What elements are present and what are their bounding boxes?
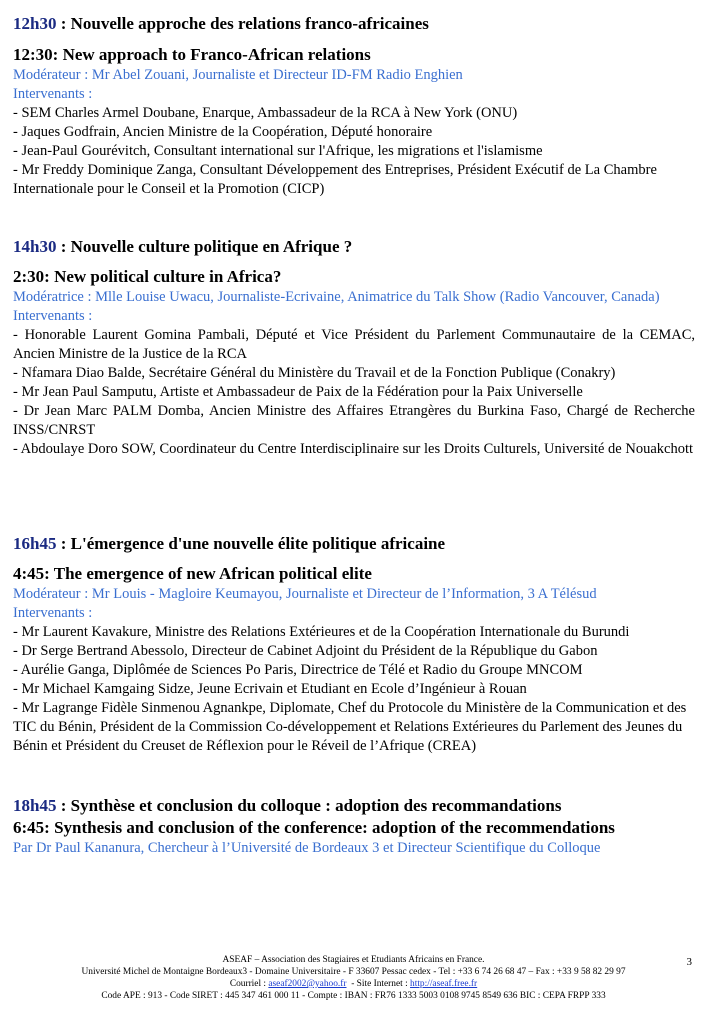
session-2	[13, 236, 695, 459]
speaker-item: - Honorable Laurent Gomina Pambali, Député et Vice Président du Parlement Communautaire de la CEMAC, Ancien Ministre de la Justice de la RCA	[13, 327, 695, 362]
session-time: 16h45	[13, 534, 57, 553]
moderator: Modératrice : Mlle Louise Uwacu, Journaliste-Ecrivaine, Animatrice du Talk Show (Radio Vancouver, Canada)	[13, 289, 660, 305]
page-number: 3	[686, 956, 692, 968]
speaker-item: - Mr Freddy Dominique Zanga, Consultant Développement des Entreprises, Président Exécutif de La Chambre Internationale pour le Conseil et la Promotion (CICP)	[13, 162, 657, 197]
session-title-fr-text: : Nouvelle culture politique en Afrique ?	[56, 237, 353, 256]
website-link[interactable]: http://aseaf.free.fr	[410, 979, 478, 989]
speaker-item: - Jean-Paul Gourévitch, Consultant international sur l'Afrique, les migrations et l'islamisme	[13, 143, 543, 159]
speakers-label: Intervenants :	[13, 308, 93, 324]
speaker-item: - Dr Serge Bertrand Abessolo, Directeur de Cabinet Adjoint du Président de la République du Gabon	[13, 643, 598, 659]
session-time: 18h45	[13, 796, 57, 815]
page-footer	[0, 954, 707, 1002]
session-time: 14h30	[13, 237, 57, 256]
speaker-item: - Abdoulaye Doro SOW, Coordinateur du Centre Interdisciplinaire sur les Droits Culturels, Université de Nouakchott	[13, 441, 694, 457]
session-title-fr	[13, 13, 695, 35]
speakers-label: Intervenants :	[13, 86, 93, 102]
session-title-fr	[13, 236, 695, 258]
website-label: - Site Internet :	[346, 979, 411, 989]
session-3	[13, 533, 695, 756]
moderator: Modérateur : Mr Abel Zouani, Journaliste et Directeur ID-FM Radio Enghien	[13, 67, 463, 83]
speaker-item: - Jaques Godfrain, Ancien Ministre de la Coopération, Député honoraire	[13, 124, 433, 140]
speaker-item: - SEM Charles Armel Doubane, Enarque, Ambassadeur de la RCA à New York (ONU)	[13, 105, 518, 121]
session-time: 12h30	[13, 14, 57, 33]
speakers-label: Intervenants :	[13, 605, 93, 621]
email-label: Courriel :	[229, 979, 269, 989]
session-title-fr-text: : Nouvelle approche des relations franco-africaines	[56, 14, 429, 33]
session-title-fr-text: : L'émergence d'une nouvelle élite politique africaine	[56, 534, 446, 553]
speaker-item: - Mr Jean Paul Samputu, Artiste et Ambassadeur de Paix de la Fédération pour la Paix Universelle	[13, 384, 583, 400]
email-link[interactable]: aseaf2002@yahoo.fr	[268, 979, 347, 989]
footer-codes: Code APE : 913 - Code SIRET : 445 347 461 000 11 - Compte : IBAN : FR76 1333 5003 0108 9745 8549 636 BIC : CEPA FRPP 333	[101, 991, 606, 1001]
session-title-en: 12:30: New approach to Franco-African relations	[13, 45, 371, 64]
session-4	[13, 795, 695, 858]
speaker-item: - Mr Michael Kamgaing Sidze, Jeune Ecrivain et Etudiant en Ecole d’Ingénieur à Rouan	[13, 681, 527, 697]
speaker-item: - Mr Laurent Kavakure, Ministre des Relations Extérieures et de la Coopération Internationale du Burundi	[13, 624, 630, 640]
session-title-en: 4:45: The emergence of new African political elite	[13, 564, 372, 583]
session-1	[13, 13, 695, 199]
session-title-en: 2:30: New political culture in Africa?	[13, 267, 282, 286]
footer-association: ASEAF – Association des Stagiaires et Etudiants Africains en France.	[222, 955, 485, 965]
session-title-fr	[13, 795, 695, 817]
session-title-en: 6:45: Synthesis and conclusion of the conference: adoption of the recommendations	[13, 818, 615, 837]
session-title-fr	[13, 533, 695, 555]
moderator: Par Dr Paul Kananura, Chercheur à l’Université de Bordeaux 3 et Directeur Scientifique du Colloque	[13, 840, 601, 856]
speaker-item: - Dr Jean Marc PALM Domba, Ancien Ministre des Affaires Etrangères du Burkina Faso, Chargé de Recherche INSS/CNRST	[13, 403, 695, 438]
speaker-item: - Aurélie Ganga, Diplômée de Sciences Po Paris, Directrice de Télé et Radio du Groupe MNCOM	[13, 662, 583, 678]
footer-contact	[0, 978, 707, 990]
speaker-item: - Nfamara Diao Balde, Secrétaire Général du Ministère du Travail et de la Fonction Publique (Conakry)	[13, 365, 616, 381]
session-title-fr-text: : Synthèse et conclusion du colloque : adoption des recommandations	[56, 796, 562, 815]
moderator: Modérateur : Mr Louis - Magloire Keumayou, Journaliste et Directeur de l’Information, 3 A Télésud	[13, 586, 597, 602]
speaker-item: - Mr Lagrange Fidèle Sinmenou Agnankpe, Diplomate, Chef du Protocole du Ministère de la Communication et des TIC du Bénin, Président de la Commission Co-développement et Relations Extérieures du Parlement des Jeunes du Bénin et Président du Creuset de Réflexion pour le Réveil de l’Afrique (CREA)	[13, 700, 687, 754]
footer-address: Université Michel de Montaigne Bordeaux3 - Domaine Universitaire - F 33607 Pessac cedex - Tel : +33 6 74 26 68 47 – Fax : +33 9 58 82 29 97	[81, 967, 626, 977]
